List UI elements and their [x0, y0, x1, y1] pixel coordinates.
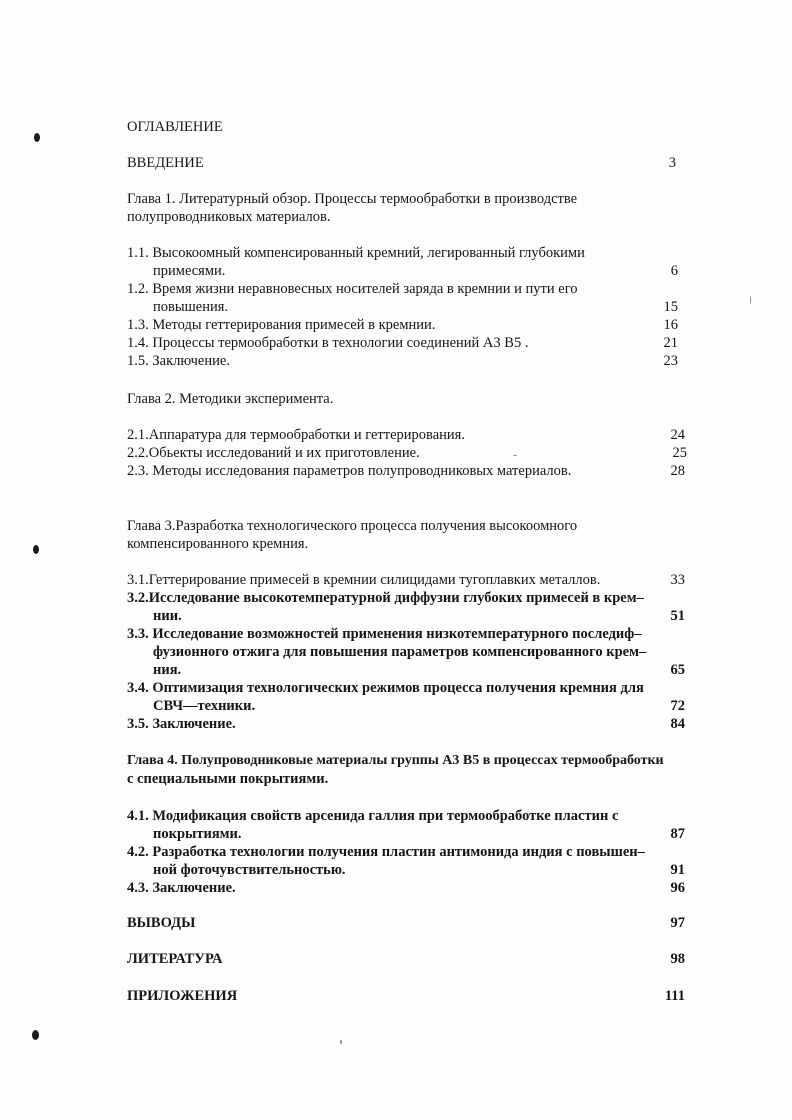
chapter-1-sections [127, 244, 678, 370]
toc-entry: 1.5. Заключение. 23 [127, 353, 678, 369]
toc-entry: 3.4. Оптимизация технологических режимов процесса получения кремния для СВЧ—техники. 72 [127, 680, 685, 714]
binding-mark-top [34, 133, 40, 142]
chapter-3-sections [127, 571, 685, 733]
toc-entry: 4.2. Разработка технологии получения пластин антимонида индия с повышен– ной фоточувствительностью. 91 [127, 844, 685, 878]
page-number: 84 [670, 716, 685, 732]
page-number: 97 [670, 915, 685, 931]
toc-entry-literature: ЛИТЕРАТУРА 98 [127, 951, 685, 967]
page-number: 24 [670, 427, 685, 443]
chapter-3-heading: Глава 3.Разработка технологического процесса получения высокоомного компенсированного кремния. [127, 518, 578, 552]
binding-mark-middle [33, 545, 39, 554]
toc-entry: 3.3. Исследование возможностей применения низкотемпературного последиф– фузионного отжига для повышения параметров компенсированного крем– ния. 65 [127, 626, 685, 678]
toc-entry: 2.3. Методы исследования параметров полупроводниковых материалов. 28 [127, 463, 685, 479]
page-number: 72 [670, 698, 685, 714]
page-number: 15 [663, 299, 678, 315]
toc-entry: 3.5. Заключение. 84 [127, 716, 685, 732]
chapter-4-heading: Глава 4. Полупроводниковые материалы группы A3 B5 в процессах термообработки с специальными покрытиями. [127, 753, 664, 787]
toc-entry: 4.1. Модификация свойств арсенида галлия при термообработке пластин с покрытиями. 87 [127, 808, 685, 842]
page-number: 98 [670, 951, 685, 967]
toc-entry: 1.4. Процессы термообработки в технологии соединений A3 B5 . 21 [127, 335, 678, 351]
page-number: 25 [672, 445, 687, 461]
page-number: 6 [670, 263, 678, 279]
chapter-2-sections [127, 426, 685, 480]
toc-title: ОГЛАВЛЕНИЕ [127, 119, 223, 135]
page-number: 51 [670, 608, 685, 624]
entry-label: ВВЕДЕНИЕ [127, 155, 204, 171]
toc-entry: 1.1. Высокоомный компенсированный кремний, легированный глубокими примесями. 6 [127, 245, 678, 279]
page-number: 65 [670, 662, 685, 678]
chapter-1-heading: Глава 1. Литературный обзор. Процессы термообработки в производстве полупроводниковых материалов. [127, 191, 578, 225]
page-number: 3 [668, 155, 676, 171]
scan-speck [750, 296, 751, 304]
toc-entry: 2.2.Обьекты исследований и их приготовление. 25 [127, 445, 687, 461]
page-number: 16 [663, 317, 678, 333]
toc-entry: 3.2.Исследование высокотемпературной диффузии глубоких примесей в крем– нии. 51 [127, 590, 685, 624]
page-number: 33 [670, 572, 685, 588]
toc-entry: 4.3. Заключение. 96 [127, 880, 685, 896]
chapter-2-heading: Глава 2. Методики эксперимента. [127, 391, 334, 407]
toc-entry-appendices: ПРИЛОЖЕНИЯ 111 [127, 988, 685, 1004]
page-number: 21 [663, 335, 678, 351]
toc-entry: 1.2. Время жизни неравновесных носителей заряда в кремнии и пути его повышения. 15 [127, 281, 678, 315]
page-number: 23 [663, 353, 678, 369]
page-number: 96 [670, 880, 685, 896]
page-number: 28 [670, 463, 685, 479]
toc-entry-conclusions: ВЫВОДЫ 97 [127, 915, 685, 931]
chapter-4-sections [127, 807, 685, 897]
page-number: 111 [664, 988, 685, 1004]
page-number: 91 [670, 862, 685, 878]
toc-entry-intro [127, 154, 676, 172]
toc-entry: 2.1.Аппаратура для термообработки и геттерирования. 24 [127, 427, 685, 443]
page-number: 87 [670, 826, 685, 842]
toc-entry: 3.1.Геттерирование примесей в кремнии силицидами тугоплавких металлов. 33 [127, 572, 685, 588]
toc-entry: 1.3. Методы геттерирования примесей в кремнии. 16 [127, 317, 678, 333]
binding-mark-bottom [32, 1030, 39, 1040]
scan-speck [340, 1040, 342, 1044]
